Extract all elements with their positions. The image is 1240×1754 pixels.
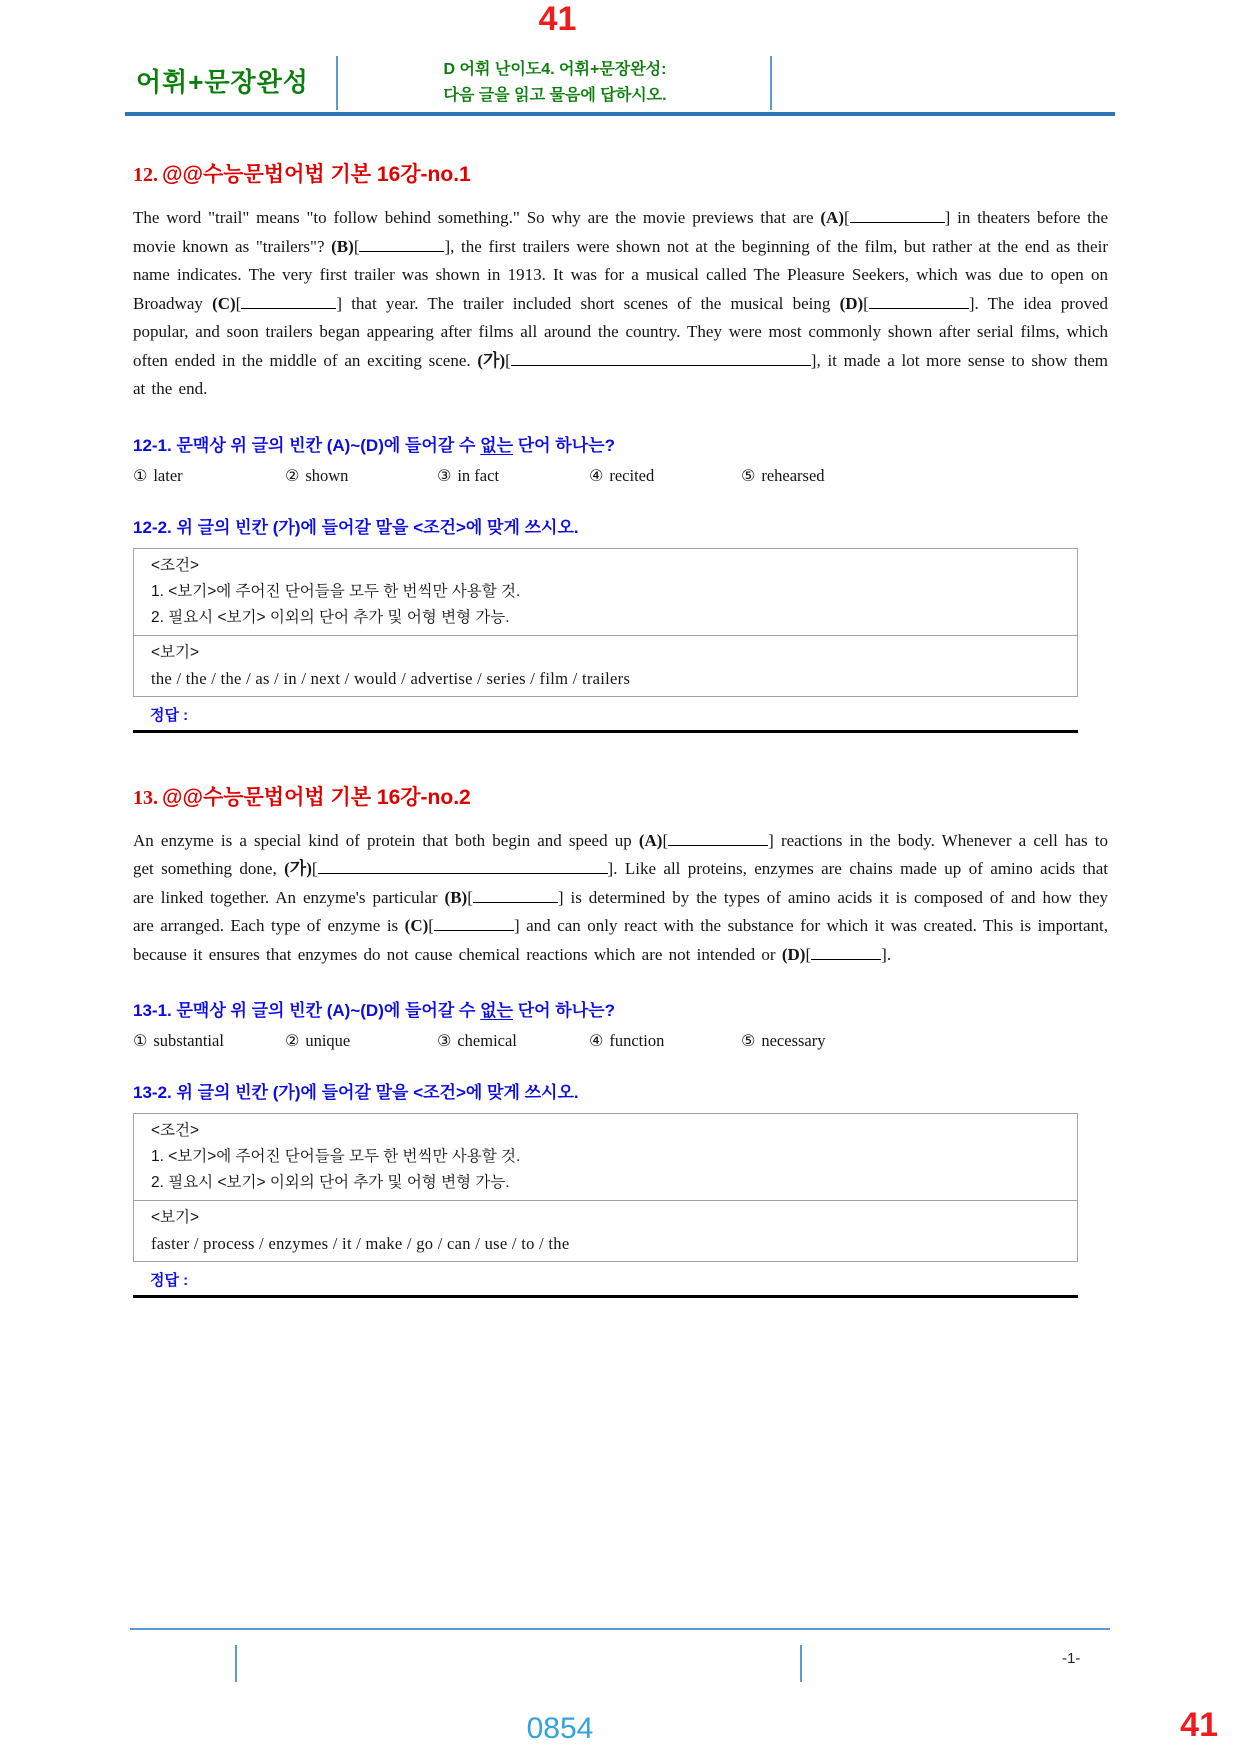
- reading-passage: The word "trail" means "to follow behind something." So why are the movie previews that are (A)[ ] in theaters before the movie known as "trailers"? (B)[ ], the first trailers were shown not at the beginning of the film, but rather at the end as their name indicates. The very first trailer was shown in 1913. It was for a musical called The Pleasure Seekers, which was due to open on Broadway (C)[ ] that year. The trailer included short scenes of the musical being (D)[ ]. The idea proved popular, and soon trailers began appearing after films all around the country. They were most commonly shown after serial films, which often ended in the middle of an exciting scene. (가)[ ], it made a lot more sense to show them at the end.: [133, 208, 1108, 398]
- option-label: shown: [305, 465, 349, 485]
- fill-in-blank: [811, 946, 881, 960]
- options-row: [133, 466, 1108, 486]
- question-title: @@수능문법어법 기본 16강-no.1: [162, 163, 471, 186]
- subquestion-title: 13-1. 문맥상 위 글의 빈칸 (A)~(D)에 들어갈 수 없는 단어 하나는?: [133, 1001, 615, 1020]
- subquestion-title: 13-2. 위 글의 빈칸 (가)에 들어갈 말을 <조건>에 맞게 쓰시오.: [133, 1083, 579, 1102]
- question-title: @@수능문법어법 기본 16강-no.2: [162, 785, 471, 809]
- option-marker: ④: [589, 1031, 604, 1050]
- header-subtitle-line1: D 어휘 난이도4. 어휘+문장완성:: [443, 61, 667, 78]
- blank-label: (가): [284, 859, 312, 878]
- condition-box: [133, 1113, 1078, 1262]
- option-marker: ①: [133, 1031, 148, 1050]
- header-subtitle: [350, 57, 760, 109]
- condition-section: [134, 1114, 1077, 1200]
- underlined-text: 없는: [480, 435, 514, 455]
- option: [133, 466, 285, 486]
- option: [589, 466, 741, 486]
- answer-line: [133, 1295, 1078, 1298]
- blank-label: (D): [839, 293, 864, 313]
- options-row: [133, 1031, 1108, 1051]
- condition-item: 2. 필요시 <보기> 이외의 단어 추가 및 어형 변형 가능.: [151, 1174, 510, 1191]
- subquestion-title: 12-1. 문맥상 위 글의 빈칸 (A)~(D)에 들어갈 수 없는 단어 하나는?: [133, 435, 615, 455]
- word-bank-header: <보기>: [151, 1209, 200, 1226]
- option-marker: ①: [133, 465, 148, 485]
- option-label: necessary: [761, 1031, 826, 1050]
- option: [741, 466, 1108, 486]
- word-bank-header: <보기>: [151, 643, 200, 661]
- fill-in-blank: [869, 295, 969, 309]
- option-marker: ③: [437, 465, 452, 485]
- fill-in-blank: [511, 352, 811, 366]
- question-number: 13.: [133, 786, 158, 809]
- fill-in-blank: [668, 832, 768, 846]
- blank-label: (A): [820, 208, 844, 227]
- blank-label: (A): [638, 830, 663, 850]
- fill-in-blank: [318, 860, 608, 874]
- fill-in-blank: [434, 917, 514, 931]
- blank-label: (B): [331, 236, 354, 256]
- option-label: in fact: [457, 465, 500, 485]
- option: [133, 1031, 285, 1051]
- word-bank-words: faster / process / enzymes / it / make / go / can / use / to / the: [151, 1234, 570, 1253]
- answer-line: [133, 730, 1078, 733]
- word-bank-section: [134, 635, 1077, 696]
- header-divider-right: [770, 56, 772, 110]
- option-label: unique: [305, 1031, 351, 1050]
- fill-in-blank: [241, 295, 336, 309]
- question-heading: [133, 158, 1108, 188]
- fill-in-blank: [359, 238, 444, 252]
- option-label: recited: [609, 465, 655, 485]
- question-block-12: [133, 158, 1108, 733]
- option-label: rehearsed: [761, 465, 825, 485]
- subquestion-title: 12-2. 위 글의 빈칸 (가)에 들어갈 말을 <조건>에 맞게 쓰시오.: [133, 517, 579, 537]
- reading-passage: An enzyme is a special kind of protein that both begin and speed up (A)[ ] reactions in the body. Whenever a cell has to get something done, (가)[ ]. Like all proteins, enzymes are chains made up of amino acids that are linked together. An enzyme's particular (B)[ ] is determined by the types of amino acids it is composed of and how they are arranged. Each type of enzyme is (C)[ ] and can only react with the substance for which it was created. This is important, because it ensures that enzymes do not cause chemical reactions which are not intended or (D)[ ].: [133, 830, 1109, 964]
- option: [437, 466, 589, 486]
- fill-in-blank: [850, 209, 945, 223]
- option-marker: ⑤: [741, 465, 756, 485]
- condition-item: 2. 필요시 <보기> 이외의 단어 추가 및 어형 변형 가능.: [151, 608, 510, 626]
- footer-page-label: -1-: [1062, 1650, 1081, 1667]
- condition-section: [134, 549, 1077, 635]
- header-subtitle-line2: 다음 글을 읽고 물음에 답하시오.: [443, 87, 667, 104]
- blank-label: (C): [404, 916, 429, 935]
- option-marker: ②: [285, 1031, 300, 1050]
- condition-header: <조건>: [151, 1122, 200, 1139]
- option-marker: ⑤: [741, 1031, 756, 1050]
- footer-tick-left: [235, 1645, 237, 1682]
- footer-doc-number: 0854: [526, 1712, 594, 1745]
- blank-label: (D): [781, 944, 806, 964]
- option-label: function: [609, 1031, 665, 1050]
- option: [285, 466, 437, 486]
- footer-tick-right: [800, 1645, 802, 1682]
- page-content: [133, 158, 1108, 1298]
- option-label: substantial: [153, 1031, 224, 1050]
- blank-label: (B): [444, 887, 468, 907]
- condition-item: 1. <보기>에 주어진 단어들을 모두 한 번씩만 사용할 것.: [151, 582, 521, 600]
- blank-label: (C): [212, 293, 236, 313]
- condition-item: 1. <보기>에 주어진 단어들을 모두 한 번씩만 사용할 것.: [151, 1148, 521, 1165]
- header-divider-left: [336, 56, 338, 110]
- option: [741, 1031, 1108, 1051]
- option-label: later: [153, 465, 183, 485]
- option: [589, 1031, 741, 1051]
- answer-label: 정답 :: [150, 706, 189, 724]
- header-rule: [125, 112, 1115, 116]
- question-number: 12.: [133, 164, 158, 186]
- option: [437, 1031, 589, 1051]
- condition-box: [133, 548, 1078, 697]
- top-page-number: 41: [538, 0, 577, 38]
- footer-rule: [130, 1628, 1110, 1630]
- answer-label: 정답 :: [150, 1272, 189, 1289]
- underlined-text: 없는: [480, 1001, 514, 1020]
- option: [285, 1031, 437, 1051]
- option-marker: ③: [437, 1031, 452, 1050]
- header-section-label: 어휘+문장완성: [136, 67, 309, 97]
- footer-page-number: 41: [1180, 1706, 1218, 1744]
- blank-label: (가): [477, 350, 506, 370]
- word-bank-words: the / the / the / as / in / next / would / advertise / series / film / trailers: [151, 668, 631, 688]
- condition-header: <조건>: [151, 556, 200, 574]
- question-block-13: [133, 781, 1108, 1299]
- question-heading: [133, 781, 1108, 811]
- word-bank-section: [134, 1200, 1077, 1261]
- option-marker: ④: [589, 465, 604, 485]
- option-label: chemical: [457, 1031, 517, 1050]
- option-marker: ②: [285, 465, 300, 485]
- fill-in-blank: [473, 889, 558, 903]
